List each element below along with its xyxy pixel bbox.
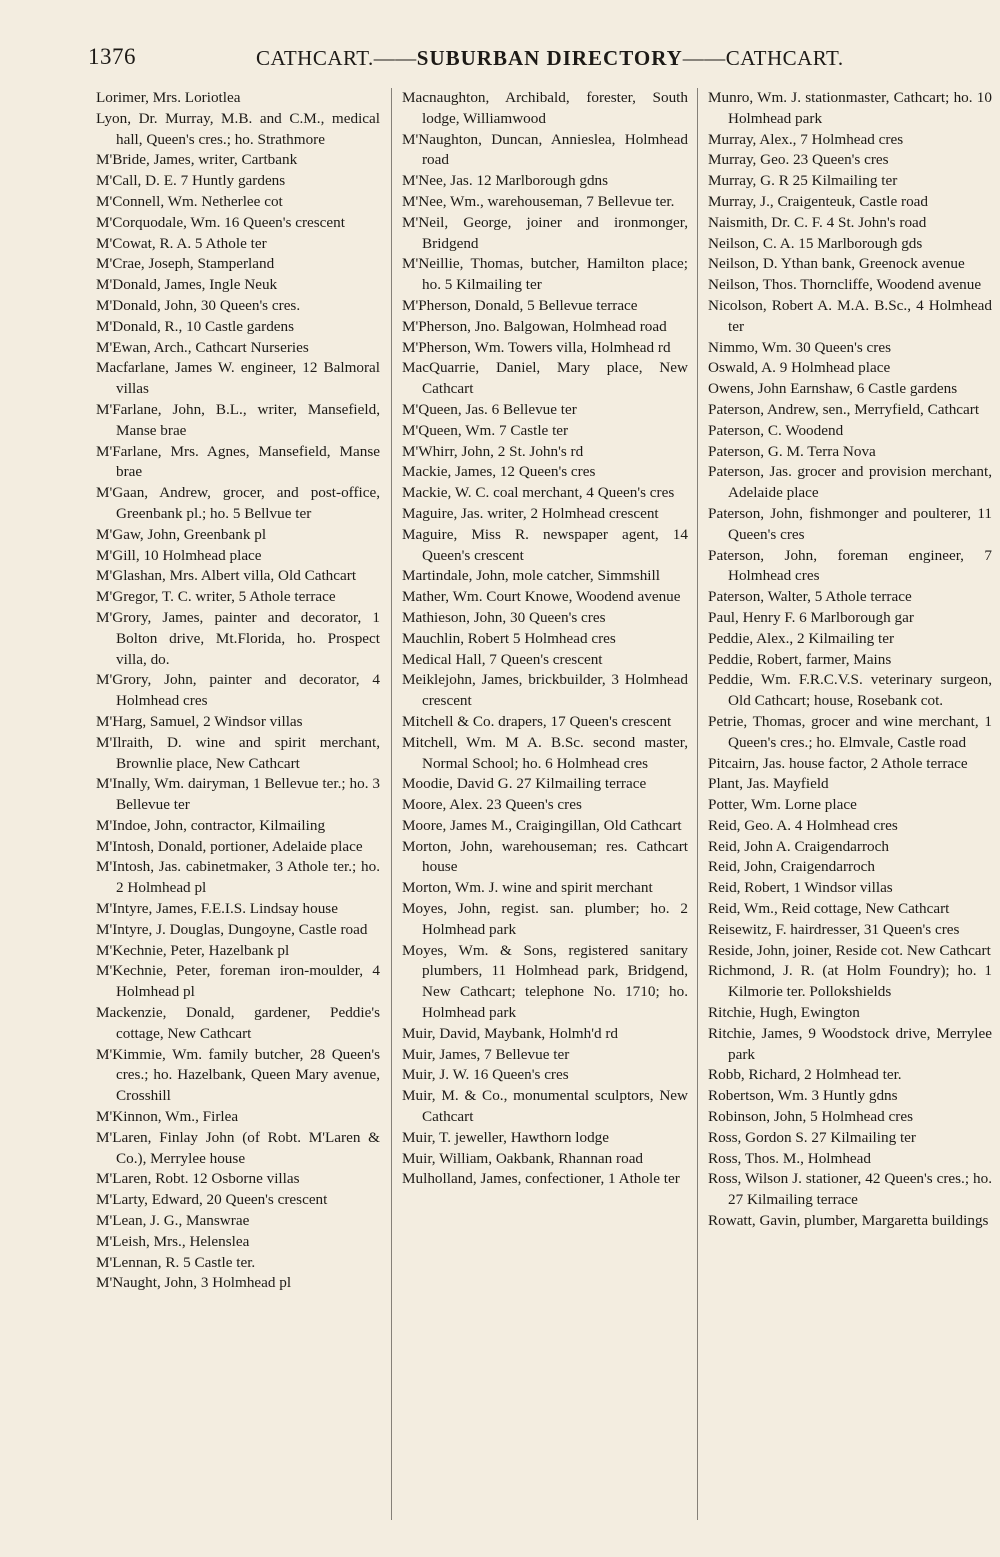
directory-entry: Neilson, D. Ythan bank, Greenock avenue (708, 255, 965, 273)
column-divider (391, 88, 392, 1520)
directory-entry: Peddie, Alex., 2 Kilmailing ter (708, 629, 895, 647)
directory-entry: M'Intyre, J. Douglas, Dungoyne, Castle road (96, 920, 368, 938)
directory-entry: M'Ilraith, D. wine and spirit merchant, Brownlie place, New Cathcart (96, 733, 380, 772)
directory-entry: Plant, Jas. Mayfield (708, 775, 829, 793)
directory-entry: Reid, John, Craigendarroch (708, 858, 876, 876)
directory-entry: Reisewitz, F. hairdresser, 31 Queen's cres (708, 920, 960, 938)
directory-entry: Paterson, Andrew, sen., Merryfield, Cathcart (708, 400, 980, 418)
directory-entry: Maguire, Jas. writer, 2 Holmhead crescent (402, 504, 659, 522)
directory-entry: Peddie, Robert, farmer, Mains (708, 650, 892, 668)
directory-entry: Paul, Henry F. 6 Marlborough gar (708, 608, 914, 626)
directory-entry: M'Nee, Jas. 12 Marlborough gdns (402, 172, 609, 190)
directory-entry: Peddie, Wm. F.R.C.V.S. veterinary surgeon, Old Cathcart; house, Rosebank cot. (708, 671, 992, 710)
directory-entry: M'Queen, Jas. 6 Bellevue ter (402, 400, 577, 418)
right-place: CATHCART. (725, 46, 844, 70)
directory-entry: M'Connell, Wm. Netherlee cot (96, 192, 283, 210)
directory-entry: MacQuarrie, Daniel, Mary place, New Cathcart (402, 359, 688, 398)
directory-entry: M'Intyre, James, F.E.I.S. Lindsay house (96, 900, 338, 918)
directory-title: SUBURBAN DIRECTORY (416, 46, 683, 70)
directory-entry: Moyes, Wm. & Sons, registered sanitary plumbers, 11 Holmhead park, Bridgend, New Cathcart; telephone No. 1710; ho. Holmhead park (402, 941, 688, 1022)
directory-entry: Ritchie, Hugh, Ewington (708, 1004, 860, 1022)
directory-entry: Paterson, Walter, 5 Athole terrace (708, 588, 912, 606)
directory-entry: Reid, Geo. A. 4 Holmhead cres (708, 816, 898, 834)
directory-entry: M'Nee, Wm., warehouseman, 7 Bellevue ter. (402, 192, 675, 210)
directory-entry: Reside, John, joiner, Reside cot. New Cathcart (708, 941, 991, 959)
directory-entry: Moore, James M., Craigingillan, Old Cathcart (402, 816, 682, 834)
directory-entry: Macfarlane, James W. engineer, 12 Balmoral villas (96, 359, 380, 398)
directory-entry: Robinson, John, 5 Holmhead cres (708, 1108, 914, 1126)
directory-entry: Mauchlin, Robert 5 Holmhead cres (402, 629, 616, 647)
directory-entry: Paterson, John, fishmonger and poulterer, 11 Queen's cres (708, 504, 992, 543)
directory-entry: Muir, William, Oakbank, Rhannan road (402, 1149, 644, 1167)
directory-entry: Ritchie, James, 9 Woodstock drive, Merrylee park (708, 1024, 992, 1063)
directory-entry: M'Gill, 10 Holmhead place (96, 546, 262, 564)
directory-entry: Murray, Geo. 23 Queen's cres (708, 151, 889, 169)
directory-entry: M'Bride, James, writer, Cartbank (96, 151, 298, 169)
directory-entry: M'Farlane, Mrs. Agnes, Mansefield, Manse brae (96, 442, 380, 481)
directory-entry: Neilson, Thos. Thorncliffe, Woodend avenue (708, 276, 982, 294)
directory-entry: Oswald, A. 9 Holmhead place (708, 359, 891, 377)
directory-entry: M'Grory, James, painter and decorator, 1 Bolton drive, Mt.Florida, ho. Prospect villa, do. (96, 608, 380, 668)
directory-entry: M'Inally, Wm. dairyman, 1 Bellevue ter.; ho. 3 Bellevue ter (96, 775, 380, 814)
directory-entry: M'Donald, R., 10 Castle gardens (96, 317, 295, 335)
directory-entry: Mather, Wm. Court Knowe, Woodend avenue (402, 588, 681, 606)
directory-column-1 (96, 88, 380, 1294)
directory-column-3 (708, 88, 992, 1232)
directory-entry: Lorimer, Mrs. Loriotlea (96, 89, 241, 106)
directory-entry: Moyes, John, regist. san. plumber; ho. 2 Holmhead park (402, 900, 688, 938)
directory-entry: Murray, Alex., 7 Holmhead cres (708, 130, 904, 148)
directory-entry: M'Corquodale, Wm. 16 Queen's crescent (96, 213, 345, 231)
directory-entry: Robb, Richard, 2 Holmhead ter. (708, 1066, 902, 1084)
directory-entry: M'Glashan, Mrs. Albert villa, Old Cathcart (96, 567, 357, 585)
directory-entry: M'Leish, Mrs., Helenslea (96, 1232, 250, 1250)
page-number: 1376 (88, 44, 136, 69)
directory-entry: Martindale, John, mole catcher, Simmshill (402, 567, 660, 585)
directory-entry: Murray, G. R 25 Kilmailing ter (708, 172, 898, 190)
directory-entry: Morton, John, warehouseman; res. Cathcart house (402, 837, 688, 876)
directory-entry: M'Neillie, Thomas, butcher, Hamilton place; ho. 5 Kilmailing ter (402, 255, 688, 294)
directory-entry: Macnaughton, Archibald, forester, South lodge, Williamwood (402, 89, 688, 127)
directory-entry: M'Gaw, John, Greenbank pl (96, 525, 267, 543)
directory-entry: M'Laren, Robt. 12 Osborne villas (96, 1170, 300, 1188)
directory-entry: Rowatt, Gavin, plumber, Margaretta buildings (708, 1212, 989, 1230)
directory-entry: Maguire, Miss R. newspaper agent, 14 Queen's crescent (402, 525, 688, 564)
directory-entry: Paterson, John, foreman engineer, 7 Holmhead cres (708, 546, 992, 585)
directory-entry: M'Kinnon, Wm., Firlea (96, 1108, 239, 1126)
directory-column-2 (402, 88, 688, 1190)
directory-entry: Moore, Alex. 23 Queen's cres (402, 796, 582, 814)
directory-entry: Richmond, J. R. (at Holm Foundry); ho. 1 Kilmorie ter. Pollokshields (708, 962, 992, 1001)
directory-entry: Lyon, Dr. Murray, M.B. and C.M., medical hall, Queen's cres.; ho. Strathmore (96, 109, 380, 148)
directory-entry: Nimmo, Wm. 30 Queen's cres (708, 338, 891, 356)
directory-entry: Mackie, James, 12 Queen's cres (402, 463, 596, 481)
directory-entry: Reid, Wm., Reid cottage, New Cathcart (708, 900, 950, 918)
directory-entry: Naismith, Dr. C. F. 4 St. John's road (708, 213, 927, 231)
directory-entry: Munro, Wm. J. stationmaster, Cathcart; ho. 10 Holmhead park (708, 89, 992, 127)
directory-entry: M'Intosh, Jas. cabinetmaker, 3 Athole ter.; ho. 2 Holmhead pl (96, 858, 380, 897)
directory-entry: M'Whirr, John, 2 St. John's rd (402, 442, 584, 460)
directory-entry: M'Kechnie, Peter, foreman iron-moulder, 4 Holmhead pl (96, 962, 380, 1001)
directory-entry: Murray, J., Craigenteuk, Castle road (708, 192, 929, 210)
directory-entry: M'Laren, Finlay John (of Robt. M'Laren & Co.), Merrylee house (96, 1128, 380, 1167)
running-header (88, 40, 988, 80)
directory-entry: Pitcairn, Jas. house factor, 2 Athole terrace (708, 754, 968, 772)
directory-entry: M'Gaan, Andrew, grocer, and post-office, Greenbank pl.; ho. 5 Bellvue ter (96, 484, 380, 522)
directory-entry: Potter, Wm. Lorne place (708, 796, 857, 814)
directory-entry: Muir, T. jeweller, Hawthorn lodge (402, 1128, 609, 1146)
directory-entry: M'Kimmie, Wm. family butcher, 28 Queen's cres.; ho. Hazelbank, Queen Mary avenue, Crosshill (96, 1045, 380, 1105)
directory-entry: Paterson, C. Woodend (708, 421, 844, 439)
directory-entry: M'Cowat, R. A. 5 Athole ter (96, 234, 267, 252)
directory-entry: Muir, M. & Co., monumental sculptors, New Cathcart (402, 1087, 688, 1126)
directory-entry: M'Lennan, R. 5 Castle ter. (96, 1253, 256, 1271)
directory-entry: M'Gregor, T. C. writer, 5 Athole terrace (96, 588, 336, 606)
directory-entry: Mackie, W. C. coal merchant, 4 Queen's cres (402, 484, 675, 502)
directory-entry: Reid, John A. Craigendarroch (708, 837, 889, 855)
directory-entry: M'Ewan, Arch., Cathcart Nurseries (96, 338, 309, 356)
directory-entry: M'Indoe, John, contractor, Kilmailing (96, 816, 326, 834)
directory-entry: M'Kechnie, Peter, Hazelbank pl (96, 941, 290, 959)
directory-entry: Petrie, Thomas, grocer and wine merchant, 1 Queen's cres.; ho. Elmvale, Castle road (708, 712, 992, 751)
directory-entry: M'Pherson, Wm. Towers villa, Holmhead rd (402, 338, 671, 356)
directory-entry: M'Donald, John, 30 Queen's cres. (96, 296, 301, 314)
directory-entry: M'Pherson, Jno. Balgowan, Holmhead road (402, 317, 667, 335)
directory-entry: Mulholland, James, confectioner, 1 Athole ter (402, 1170, 680, 1188)
directory-entry: Medical Hall, 7 Queen's crescent (402, 650, 603, 668)
directory-entry: Mitchell & Co. drapers, 17 Queen's crescent (402, 712, 672, 730)
directory-entry: Ross, Gordon S. 27 Kilmailing ter (708, 1128, 916, 1146)
column-divider (697, 88, 698, 1520)
directory-entry: M'Larty, Edward, 20 Queen's crescent (96, 1191, 328, 1209)
directory-entry: M'Naught, John, 3 Holmhead pl (96, 1274, 292, 1292)
directory-entry: Muir, J. W. 16 Queen's cres (402, 1066, 569, 1084)
directory-entry: M'Lean, J. G., Manswrae (96, 1212, 250, 1230)
running-title: CATHCART.——SUBURBAN DIRECTORY——CATHCART. (256, 46, 844, 70)
directory-entry: M'Harg, Samuel, 2 Windsor villas (96, 712, 303, 730)
directory-entry: Paterson, G. M. Terra Nova (708, 442, 876, 460)
left-place: CATHCART. (256, 46, 374, 70)
directory-entry: M'Grory, John, painter and decorator, 4 Holmhead cres (96, 671, 380, 710)
directory-entry: Nicolson, Robert A. M.A. B.Sc., 4 Holmhead ter (708, 296, 992, 335)
directory-entry: Mathieson, John, 30 Queen's cres (402, 608, 606, 626)
directory-entry: M'Queen, Wm. 7 Castle ter (402, 421, 569, 439)
directory-entry: Mackenzie, Donald, gardener, Peddie's cottage, New Cathcart (96, 1004, 380, 1042)
directory-entry: Muir, David, Maybank, Holmh'd rd (402, 1024, 618, 1042)
directory-entry: M'Call, D. E. 7 Huntly gardens (96, 172, 286, 190)
directory-entry: Owens, John Earnshaw, 6 Castle gardens (708, 380, 958, 398)
directory-entry: Paterson, Jas. grocer and provision merchant, Adelaide place (708, 463, 992, 502)
directory-entry: Mitchell, Wm. M A. B.Sc. second master, Normal School; ho. 6 Holmhead cres (402, 733, 688, 772)
directory-entry: Ross, Wilson J. stationer, 42 Queen's cres.; ho. 27 Kilmailing terrace (708, 1170, 992, 1209)
directory-entry: Robertson, Wm. 3 Huntly gdns (708, 1087, 898, 1105)
directory-entry: Meiklejohn, James, brickbuilder, 3 Holmhead crescent (402, 671, 688, 710)
directory-entry: M'Neil, George, joiner and ironmonger, Bridgend (402, 213, 688, 252)
directory-entry: Morton, Wm. J. wine and spirit merchant (402, 879, 653, 897)
directory-entry: M'Naughton, Duncan, Annieslea, Holmhead road (402, 130, 688, 169)
directory-entry: M'Donald, James, Ingle Neuk (96, 276, 278, 294)
directory-entry: Moodie, David G. 27 Kilmailing terrace (402, 775, 647, 793)
directory-entry: M'Crae, Joseph, Stamperland (96, 255, 275, 273)
directory-entry: M'Pherson, Donald, 5 Bellevue terrace (402, 296, 638, 314)
directory-entry: Neilson, C. A. 15 Marlborough gds (708, 234, 923, 252)
directory-entry: Reid, Robert, 1 Windsor villas (708, 879, 893, 897)
directory-entry: M'Intosh, Donald, portioner, Adelaide place (96, 837, 363, 855)
directory-entry: M'Farlane, John, B.L., writer, Mansefield, Manse brae (96, 400, 380, 439)
directory-entry: Ross, Thos. M., Holmhead (708, 1149, 871, 1167)
directory-entry: Muir, James, 7 Bellevue ter (402, 1045, 570, 1063)
